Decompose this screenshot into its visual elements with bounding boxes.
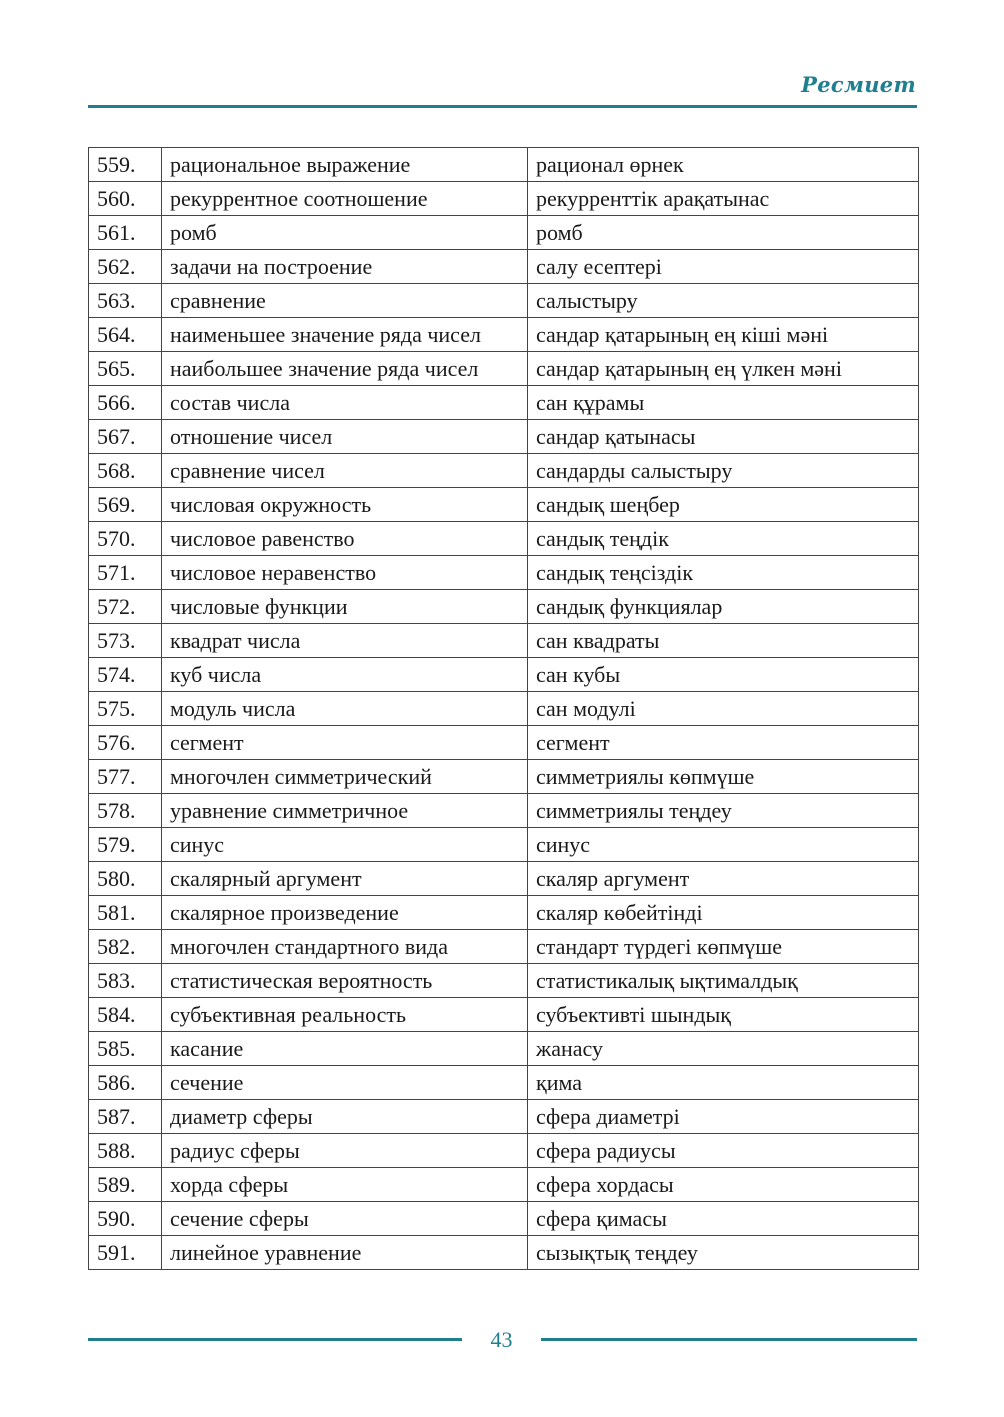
term-russian: рациональное выражение <box>162 148 528 182</box>
table-row <box>89 930 919 964</box>
table-row <box>89 1100 919 1134</box>
term-russian: ромб <box>162 216 528 250</box>
term-number: 587. <box>89 1100 162 1134</box>
term-number: 574. <box>89 658 162 692</box>
term-number: 565. <box>89 352 162 386</box>
table-row <box>89 590 919 624</box>
term-number: 568. <box>89 454 162 488</box>
table-row <box>89 760 919 794</box>
term-kazakh: салу есептері <box>528 250 919 284</box>
term-number: 583. <box>89 964 162 998</box>
term-kazakh: сандарды салыстыру <box>528 454 919 488</box>
term-kazakh: сандық теңсіздік <box>528 556 919 590</box>
table-row <box>89 624 919 658</box>
term-kazakh: симметриялы көпмүше <box>528 760 919 794</box>
table-row <box>89 352 919 386</box>
term-number: 577. <box>89 760 162 794</box>
term-kazakh: қима <box>528 1066 919 1100</box>
table-row <box>89 1168 919 1202</box>
table-row <box>89 1202 919 1236</box>
term-kazakh: сан кубы <box>528 658 919 692</box>
table-row <box>89 862 919 896</box>
term-kazakh: сандық шеңбер <box>528 488 919 522</box>
term-number: 570. <box>89 522 162 556</box>
table-row <box>89 896 919 930</box>
table-row <box>89 964 919 998</box>
term-kazakh: субъективті шындық <box>528 998 919 1032</box>
term-kazakh: скаляр көбейтінді <box>528 896 919 930</box>
table-row <box>89 488 919 522</box>
term-number: 578. <box>89 794 162 828</box>
term-number: 559. <box>89 148 162 182</box>
term-russian: модуль числа <box>162 692 528 726</box>
term-russian: скалярное произведение <box>162 896 528 930</box>
term-kazakh: сандар қатынасы <box>528 420 919 454</box>
table-row <box>89 556 919 590</box>
term-russian: сравнение <box>162 284 528 318</box>
footer-divider-left <box>88 1338 462 1341</box>
table-row <box>89 828 919 862</box>
term-russian: наименьшее значение ряда чисел <box>162 318 528 352</box>
term-russian: хорда сферы <box>162 1168 528 1202</box>
term-russian: сравнение чисел <box>162 454 528 488</box>
header-divider <box>88 105 917 108</box>
term-russian: числовое неравенство <box>162 556 528 590</box>
term-russian: задачи на построение <box>162 250 528 284</box>
term-number: 575. <box>89 692 162 726</box>
table-row <box>89 692 919 726</box>
term-russian: сечение сферы <box>162 1202 528 1236</box>
term-kazakh: симметриялы теңдеу <box>528 794 919 828</box>
term-russian: числовая окружность <box>162 488 528 522</box>
term-number: 571. <box>89 556 162 590</box>
term-number: 589. <box>89 1168 162 1202</box>
table-row <box>89 998 919 1032</box>
term-russian: скалярный аргумент <box>162 862 528 896</box>
table-row <box>89 1066 919 1100</box>
term-kazakh: рекурренттік арақатынас <box>528 182 919 216</box>
table-row <box>89 1032 919 1066</box>
term-number: 563. <box>89 284 162 318</box>
term-kazakh: сфера қимасы <box>528 1202 919 1236</box>
term-number: 582. <box>89 930 162 964</box>
term-russian: линейное уравнение <box>162 1236 528 1270</box>
term-russian: числовые функции <box>162 590 528 624</box>
term-number: 590. <box>89 1202 162 1236</box>
table-row <box>89 284 919 318</box>
term-number: 562. <box>89 250 162 284</box>
term-number: 586. <box>89 1066 162 1100</box>
term-number: 560. <box>89 182 162 216</box>
term-russian: многочлен стандартного вида <box>162 930 528 964</box>
glossary-table <box>88 147 919 1270</box>
term-russian: квадрат числа <box>162 624 528 658</box>
term-number: 584. <box>89 998 162 1032</box>
table-row <box>89 216 919 250</box>
term-russian: синус <box>162 828 528 862</box>
table-row <box>89 658 919 692</box>
table-row <box>89 1134 919 1168</box>
term-russian: сечение <box>162 1066 528 1100</box>
footer-divider-right <box>541 1338 917 1341</box>
term-kazakh: статистикалық ықтималдық <box>528 964 919 998</box>
term-number: 576. <box>89 726 162 760</box>
term-number: 573. <box>89 624 162 658</box>
term-number: 566. <box>89 386 162 420</box>
term-russian: статистическая вероятность <box>162 964 528 998</box>
term-number: 585. <box>89 1032 162 1066</box>
term-russian: радиус сферы <box>162 1134 528 1168</box>
glossary-table-body <box>89 148 919 1270</box>
term-russian: наибольшее значение ряда чисел <box>162 352 528 386</box>
table-row <box>89 522 919 556</box>
page-number: 43 <box>490 1327 513 1352</box>
term-number: 561. <box>89 216 162 250</box>
term-russian: числовое равенство <box>162 522 528 556</box>
table-row <box>89 420 919 454</box>
term-kazakh: сандық функциялар <box>528 590 919 624</box>
table-row <box>89 794 919 828</box>
term-kazakh: сандар қатарының ең кіші мәні <box>528 318 919 352</box>
term-number: 581. <box>89 896 162 930</box>
term-kazakh: сан модулі <box>528 692 919 726</box>
term-number: 564. <box>89 318 162 352</box>
table-row <box>89 454 919 488</box>
term-number: 591. <box>89 1236 162 1270</box>
term-russian: диаметр сферы <box>162 1100 528 1134</box>
term-kazakh: сфера диаметрі <box>528 1100 919 1134</box>
term-kazakh: ромб <box>528 216 919 250</box>
term-kazakh: сандар қатарының ең үлкен мәні <box>528 352 919 386</box>
term-kazakh: сан құрамы <box>528 386 919 420</box>
term-number: 569. <box>89 488 162 522</box>
term-russian: отношение чисел <box>162 420 528 454</box>
term-russian: касание <box>162 1032 528 1066</box>
table-row <box>89 1236 919 1270</box>
page-header-title: Ресмиет <box>801 72 916 97</box>
term-russian: состав числа <box>162 386 528 420</box>
term-number: 588. <box>89 1134 162 1168</box>
term-kazakh: сызықтық теңдеу <box>528 1236 919 1270</box>
term-russian: уравнение симметричное <box>162 794 528 828</box>
term-kazakh: салыстыру <box>528 284 919 318</box>
table-row <box>89 250 919 284</box>
term-russian: куб числа <box>162 658 528 692</box>
table-row <box>89 318 919 352</box>
term-russian: субъективная реальность <box>162 998 528 1032</box>
term-kazakh: сфера хордасы <box>528 1168 919 1202</box>
table-row <box>89 726 919 760</box>
term-number: 572. <box>89 590 162 624</box>
term-russian: сегмент <box>162 726 528 760</box>
term-number: 567. <box>89 420 162 454</box>
term-kazakh: скаляр аргумент <box>528 862 919 896</box>
term-russian: рекуррентное соотношение <box>162 182 528 216</box>
term-russian: многочлен симметрический <box>162 760 528 794</box>
term-kazakh: синус <box>528 828 919 862</box>
term-kazakh: сегмент <box>528 726 919 760</box>
table-row <box>89 182 919 216</box>
term-kazakh: стандарт түрдегі көпмүше <box>528 930 919 964</box>
table-row <box>89 386 919 420</box>
term-kazakh: рационал өрнек <box>528 148 919 182</box>
term-kazakh: жанасу <box>528 1032 919 1066</box>
term-kazakh: сандық теңдік <box>528 522 919 556</box>
term-kazakh: сан квадраты <box>528 624 919 658</box>
term-number: 580. <box>89 862 162 896</box>
term-number: 579. <box>89 828 162 862</box>
term-kazakh: сфера радиусы <box>528 1134 919 1168</box>
table-row <box>89 148 919 182</box>
